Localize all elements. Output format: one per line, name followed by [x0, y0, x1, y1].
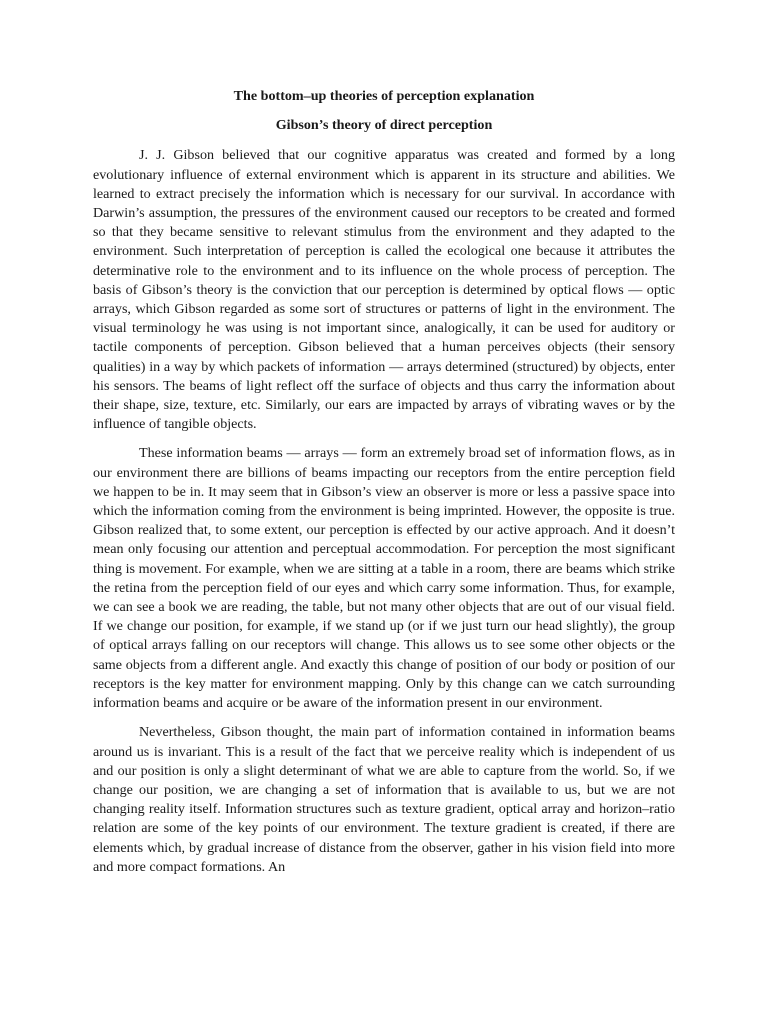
document-page	[93, 87, 675, 877]
paragraph: J. J. Gibson believed that our cognitive apparatus was created and formed by a long evolutionary influence of external environment which is apparent in its structure and abilities. We learned to extract precisely the information which is necessary for our survival. In accordance with Darwin’s assumption, the pressures of the environment caused our receptors to be created and formed so that they became sensitive to relevant stimulus from the environment and they adapted to the environment. Such interpretation of perception is called the ecological one because it attributes the determinative role to the environment and to its influence on the whole process of perception. The basis of Gibson’s theory is the conviction that our perception is determined by optical flows — optic arrays, which Gibson regarded as some sort of structures or patterns of light in the environment. The visual terminology he was using is not important since, analogically, it can be used for auditory or tactile components of perception. Gibson believed that a human perceives objects (their sensory qualities) in a way by which packets of information — arrays determined (structured) by objects, enter his sensors. The beams of light reflect off the surface of objects and thus carry the information about their shape, size, texture, etc. Similarly, our ears are impacted by arrays of vibrating waves or by the influence of tangible objects.	[93, 147, 675, 433]
document-subtitle: Gibson’s theory of direct perception	[275, 117, 493, 134]
document-title: The bottom–up theories of perception explanation	[233, 88, 535, 104]
paragraph: These information beams — arrays — form an extremely broad set of information flows, as in our environment there are billions of beams impacting our receptors from the entire perception field we happen to be in. It may seem that in Gibson’s view an observer is more or less a passive space into which the information coming from the environment is being imprinted. However, the opposite is true. Gibson realized that, to some extent, our perception is effected by our active approach. And it doesn’t mean only focusing our attention and perceptual accommodation. For perception the most significant thing is movement. For example, when we are sitting at a table in a room, there are beams which strike the retina from the perception field of our eyes and which carry some information. Thus, for example, we can see a book we are reading, the table, but not many other objects that are out of our visual field. If we change our position, for example, if we stand up (or if we just turn our head slightly), the group of optical arrays falling on our receptors will change. This allows us to see some other objects or the same objects from a different angle. And exactly this change of position of our body or position of our receptors is the key matter for environment mapping. Only by this change can we catch surrounding information beams and acquire or be aware of the information present in our environment.	[93, 445, 675, 712]
paragraph: Nevertheless, Gibson thought, the main part of information contained in information beams around us is invariant. This is a result of the fact that we perceive reality which is independent of us and our position is only a slight determinant of what we are able to capture from the world. So, if we change our position, we are changing a set of information that is available to us, but we are not changing reality itself. Information structures such as texture gradient, optical array and horizon–ratio relation are some of the key points of our environment. The texture gradient is created, if there are elements which, by gradual increase of distance from the observer, gather in his vision field into more and more compact formations. An	[93, 724, 675, 875]
